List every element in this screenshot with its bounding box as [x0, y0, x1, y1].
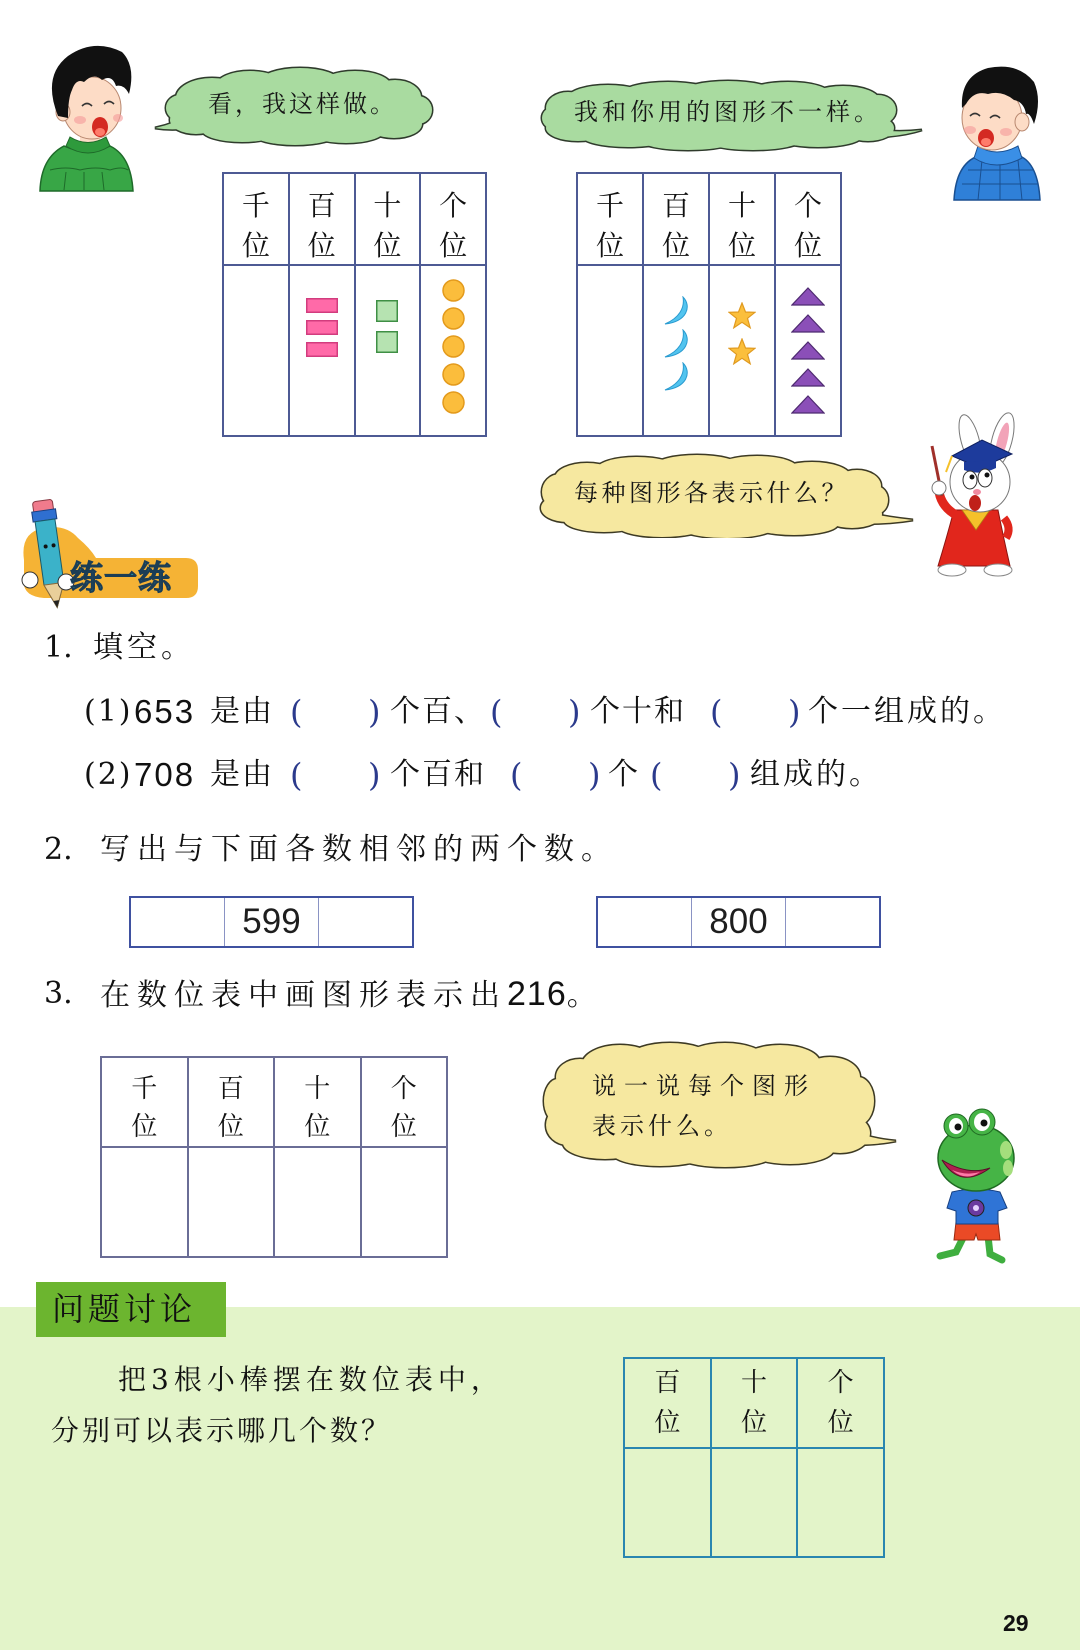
item-text: 是由 — [210, 757, 274, 792]
neighbor-box-599 — [129, 896, 414, 948]
discussion-section-background — [0, 1307, 1080, 1650]
header-char: 位 — [740, 1408, 767, 1438]
draw-cell-tens[interactable] — [712, 1449, 797, 1556]
speech-text-left-kid: 看，我这样做。 — [208, 90, 397, 118]
draw-cell-ones[interactable] — [362, 1148, 447, 1256]
header-hundreds — [644, 174, 708, 264]
paren-open: ( — [510, 756, 523, 794]
speech-text-frog-line-1: 说一说每个图形 — [592, 1072, 816, 1100]
header-ones — [421, 174, 485, 264]
header-char: 个 — [390, 1074, 417, 1104]
question-3-end: 。 — [566, 978, 597, 1013]
orange-circle-icon — [442, 363, 465, 386]
header-char: 位 — [439, 229, 468, 262]
question-1-item-1 — [0, 694, 1080, 730]
purple-triangle-icon — [791, 314, 825, 333]
cell-tens — [710, 266, 774, 435]
question-3-value: 216 — [507, 975, 567, 1013]
item-label: (1) — [84, 694, 133, 729]
neighbor-after-input[interactable] — [786, 898, 879, 946]
speech-text-right-kid: 我和你用的图形不一样。 — [574, 98, 882, 126]
question-3-text: 在数位表中画图形表示出 — [100, 978, 507, 1013]
draw-cell-hundreds[interactable] — [625, 1449, 710, 1556]
header-ones — [362, 1058, 447, 1146]
header-char: 位 — [217, 1112, 244, 1142]
header-char: 位 — [307, 229, 336, 262]
neighbor-center-value: 599 — [225, 898, 318, 946]
item-text: 个百和 — [390, 757, 486, 792]
paren-close: ) — [788, 693, 801, 731]
header-ones — [798, 1359, 883, 1447]
place-value-table-moons — [576, 172, 842, 437]
item-text: 个十和 — [590, 694, 686, 729]
header-char: 十 — [373, 189, 402, 222]
answer-blank-tens[interactable] — [504, 696, 566, 728]
speech-text-rabbit: 每种图形各表示什么？ — [574, 479, 849, 507]
cell-hundreds — [644, 266, 708, 435]
green-square-icon — [376, 300, 398, 322]
header-tens — [356, 174, 420, 264]
paren-open: ( — [490, 693, 503, 731]
question-1-title: 填空。 — [93, 630, 195, 665]
cell-thousands — [224, 266, 288, 435]
header-char: 百 — [217, 1074, 244, 1104]
cell-thousands — [578, 266, 642, 435]
answer-blank-count[interactable] — [524, 759, 586, 791]
speech-text-frog-line-2: 表示什么。 — [592, 1112, 732, 1140]
header-char: 位 — [131, 1112, 158, 1142]
header-char: 位 — [390, 1112, 417, 1142]
header-char: 位 — [827, 1408, 854, 1438]
cell-hundreds — [290, 266, 354, 435]
header-hundreds — [290, 174, 354, 264]
header-tens — [710, 174, 774, 264]
header-tens — [275, 1058, 360, 1146]
pink-rectangle-icon — [306, 342, 338, 357]
header-char: 个 — [827, 1368, 854, 1398]
item-number: 653 — [134, 693, 196, 730]
orange-star-icon — [728, 338, 756, 365]
place-value-table-sticks — [623, 1357, 885, 1558]
blue-moon-icon — [662, 296, 690, 326]
orange-star-icon — [728, 302, 756, 329]
purple-triangle-icon — [791, 341, 825, 360]
item-text: 是由 — [210, 694, 274, 729]
paren-close: ) — [368, 693, 381, 731]
answer-blank-hundreds[interactable] — [304, 696, 366, 728]
draw-cell-thousands[interactable] — [102, 1148, 187, 1256]
header-char: 位 — [373, 229, 402, 262]
draw-cell-hundreds[interactable] — [189, 1148, 274, 1256]
header-char: 千 — [595, 189, 624, 222]
answer-blank-ones[interactable] — [724, 696, 786, 728]
paren-open: ( — [290, 756, 303, 794]
item-number: 708 — [134, 756, 196, 793]
header-char: 位 — [595, 229, 624, 262]
item-label: (2) — [84, 757, 133, 792]
purple-triangle-icon — [791, 368, 825, 387]
boy-green-sweater-illustration — [36, 40, 136, 192]
orange-circle-icon — [442, 279, 465, 302]
question-2-number: 2. — [44, 832, 73, 867]
place-value-table-circles — [222, 172, 487, 437]
orange-circle-icon — [442, 335, 465, 358]
header-char: 位 — [241, 229, 270, 262]
answer-blank-hundreds[interactable] — [304, 759, 366, 791]
item-text: 组成的。 — [750, 757, 882, 792]
header-char: 个 — [793, 189, 822, 222]
neighbor-center-value: 800 — [692, 898, 785, 946]
header-hundreds — [189, 1058, 274, 1146]
paren-close: ) — [568, 693, 581, 731]
neighbor-box-800 — [596, 896, 881, 948]
cell-ones — [421, 266, 485, 435]
header-char: 百 — [307, 189, 336, 222]
header-thousands — [224, 174, 288, 264]
header-char: 十 — [304, 1074, 331, 1104]
question-3-number: 3. — [44, 976, 73, 1011]
answer-blank-unit[interactable] — [664, 759, 726, 791]
header-char: 位 — [727, 229, 756, 262]
discussion-line-2: 分别可以表示哪几个数？ — [51, 1414, 393, 1447]
discussion-line-1: 把3根小棒摆在数位表中， — [118, 1363, 504, 1396]
pink-rectangle-icon — [306, 298, 338, 313]
draw-cell-tens[interactable] — [275, 1148, 360, 1256]
pink-rectangle-icon — [306, 320, 338, 335]
header-char: 十 — [740, 1368, 767, 1398]
header-char: 位 — [304, 1112, 331, 1142]
rabbit-teacher-illustration — [912, 410, 1022, 580]
header-char: 位 — [661, 229, 690, 262]
purple-triangle-icon — [791, 287, 825, 306]
paren-open: ( — [710, 693, 723, 731]
neighbor-before-input[interactable] — [131, 898, 224, 946]
header-char: 千 — [131, 1074, 158, 1104]
paren-close: ) — [588, 756, 601, 794]
purple-triangle-icon — [791, 395, 825, 414]
question-1-item-2 — [0, 757, 1080, 793]
blue-moon-icon — [662, 329, 690, 359]
draw-cell-ones[interactable] — [798, 1449, 883, 1556]
orange-circle-icon — [442, 391, 465, 414]
question-1-number: 1. — [44, 630, 73, 665]
item-text: 个 — [608, 757, 640, 792]
paren-close: ) — [728, 756, 741, 794]
neighbor-before-input[interactable] — [598, 898, 691, 946]
practice-badge-label: 练一练 — [70, 558, 172, 597]
frog-illustration — [912, 1096, 1022, 1266]
header-char: 千 — [241, 189, 270, 222]
item-text: 个一组成的。 — [808, 694, 1006, 729]
place-value-table-216 — [100, 1056, 448, 1258]
cell-ones — [776, 266, 840, 435]
speech-bubble-frog — [540, 1041, 904, 1171]
question-3-title — [100, 976, 597, 1014]
cell-tens — [356, 266, 420, 435]
discussion-tab: 问题讨论 — [36, 1282, 226, 1337]
header-char: 位 — [654, 1408, 681, 1438]
neighbor-after-input[interactable] — [319, 898, 412, 946]
header-char: 百 — [661, 189, 690, 222]
paren-open: ( — [650, 756, 663, 794]
header-ones — [776, 174, 840, 264]
header-char: 十 — [727, 189, 756, 222]
header-char: 位 — [793, 229, 822, 262]
header-thousands — [578, 174, 642, 264]
green-square-icon — [376, 331, 398, 353]
header-tens — [712, 1359, 797, 1447]
question-2-title: 写出与下面各数相邻的两个数。 — [100, 832, 618, 867]
orange-circle-icon — [442, 307, 465, 330]
header-thousands — [102, 1058, 187, 1146]
item-text: 个百、 — [390, 694, 486, 729]
paren-close: ) — [368, 756, 381, 794]
boy-blue-sweater-illustration — [948, 60, 1042, 202]
blue-moon-icon — [662, 362, 690, 392]
header-char: 百 — [654, 1368, 681, 1398]
header-hundreds — [625, 1359, 710, 1447]
header-char: 个 — [439, 189, 468, 222]
paren-open: ( — [290, 693, 303, 731]
page-number: 29 — [1003, 1610, 1029, 1636]
